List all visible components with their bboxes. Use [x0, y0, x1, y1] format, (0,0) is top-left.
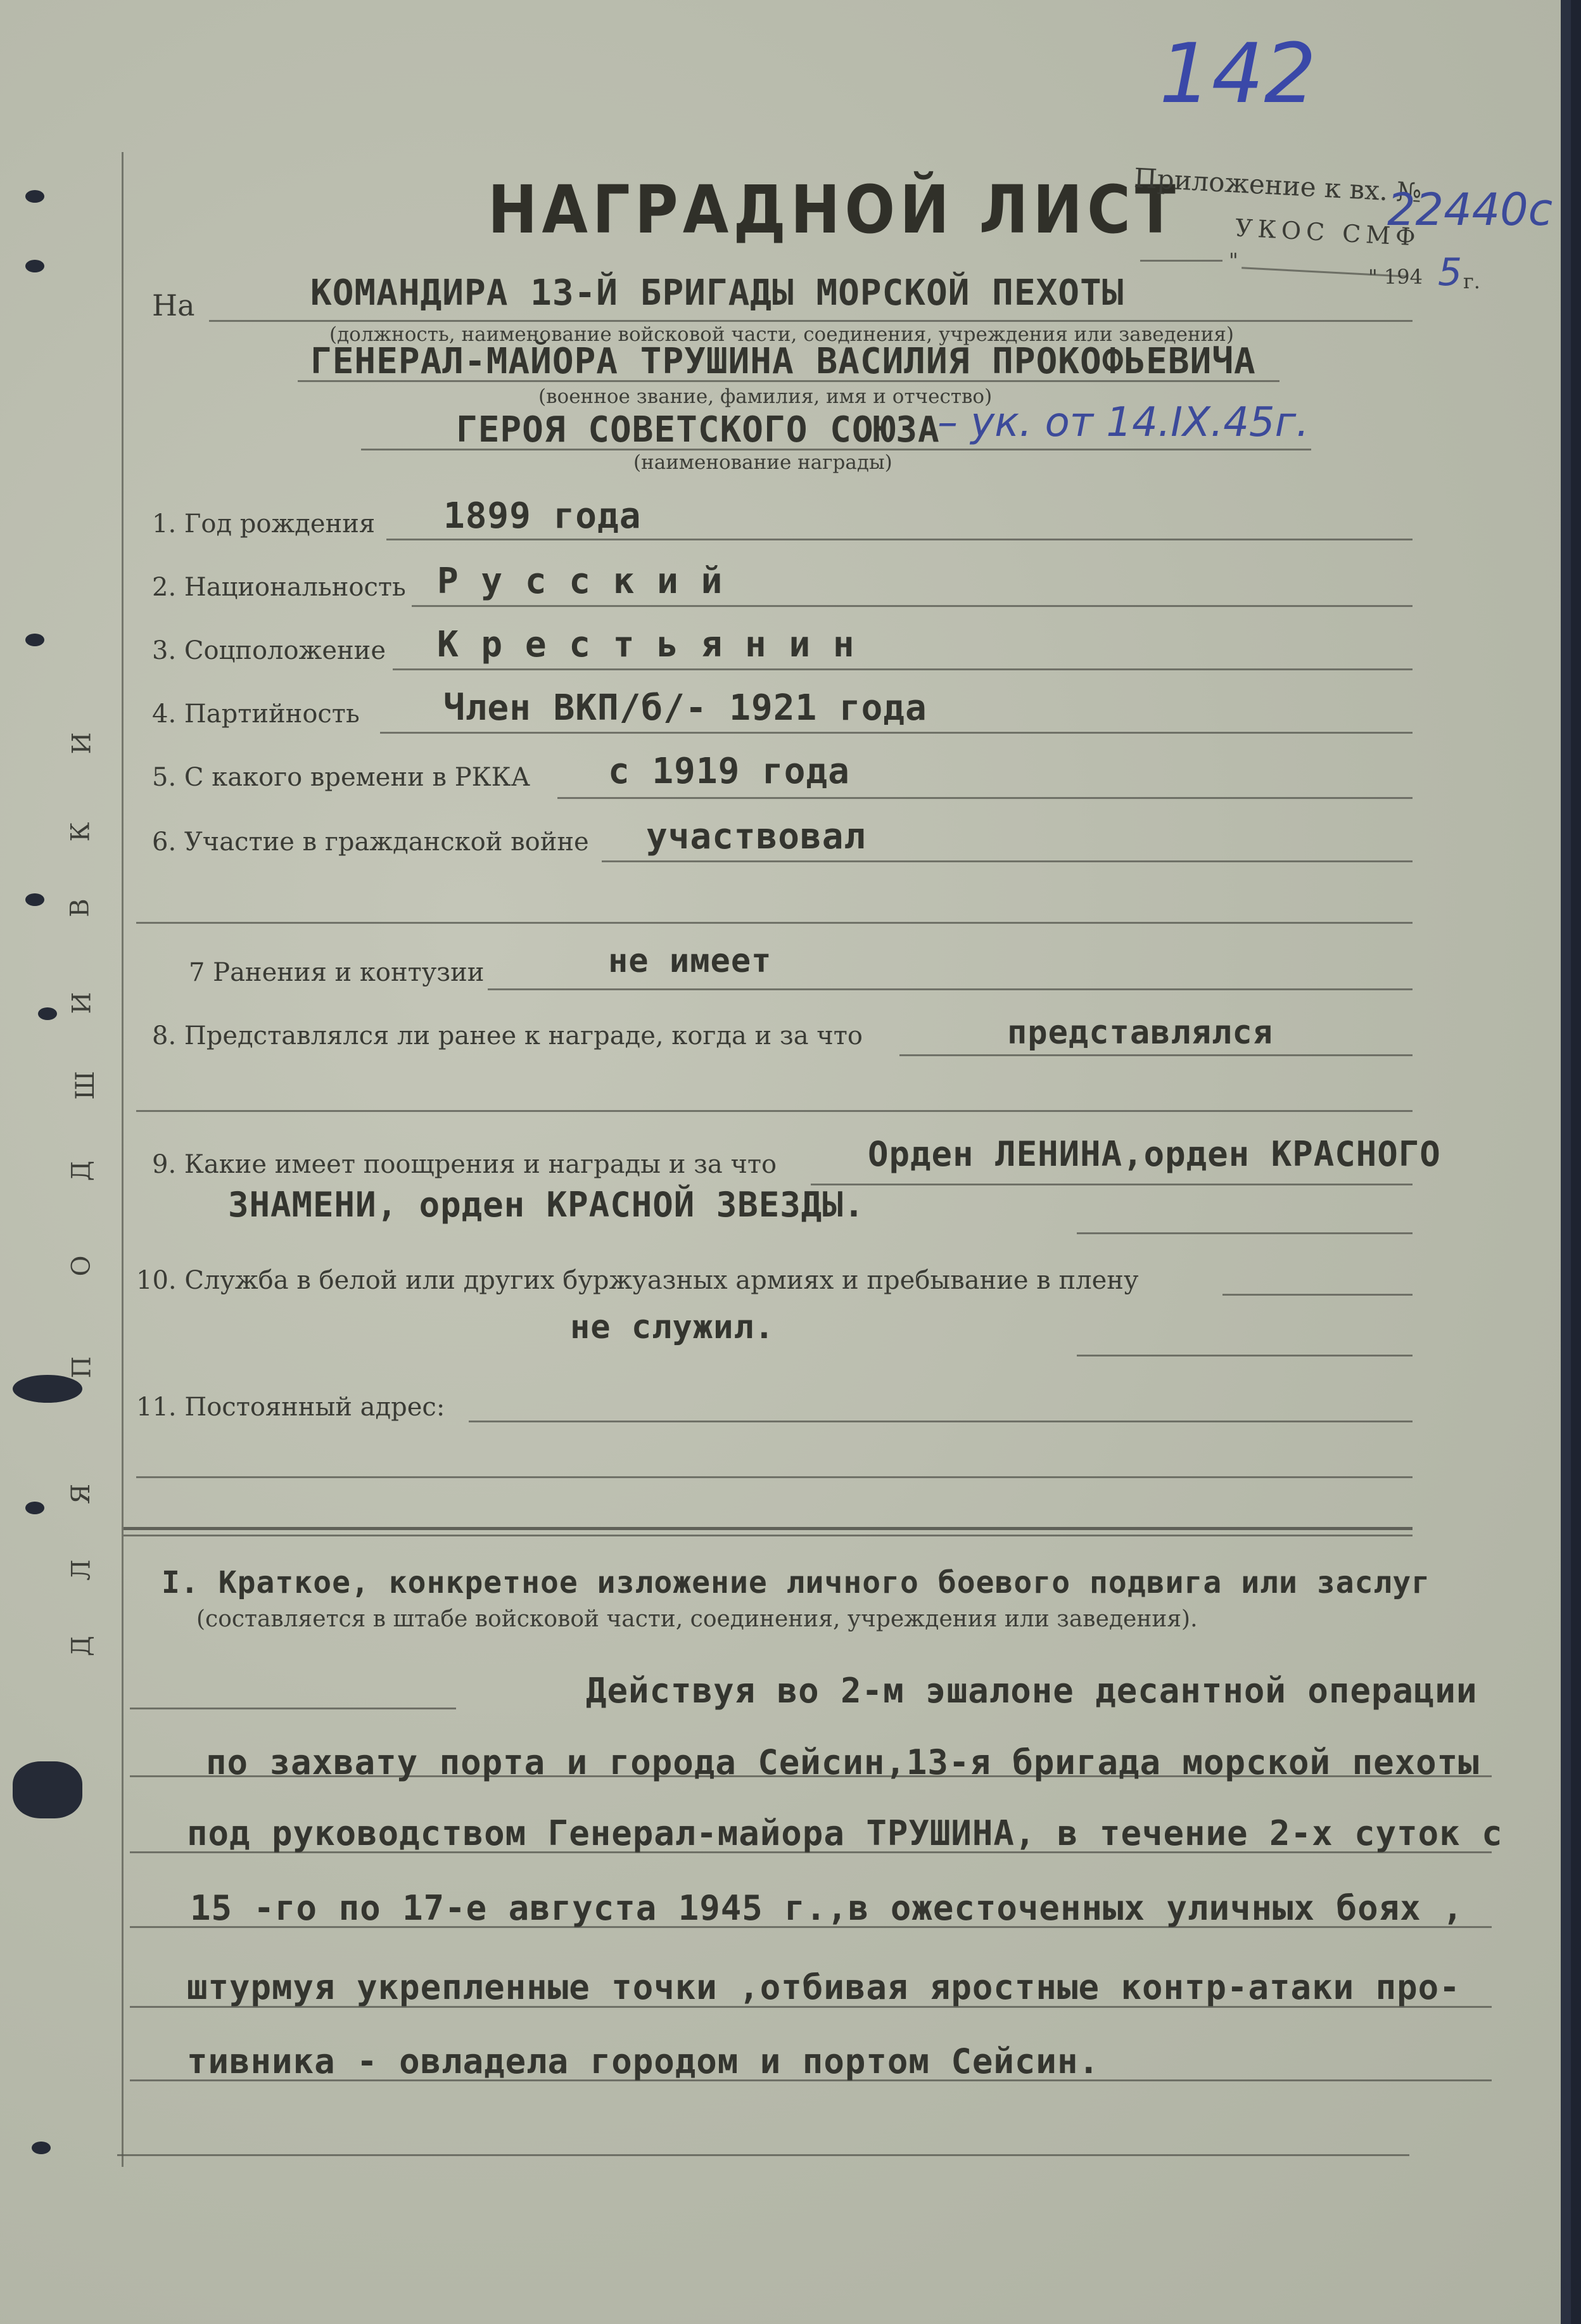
field-label: 3. Соцположение [152, 636, 386, 665]
margin-char: Ш [70, 1071, 100, 1100]
narrative-rule [117, 2154, 1409, 2156]
narrative-line: 15 -го по 17-е августа 1945 г.,в ожесточенных уличных боях , [190, 1888, 1464, 1928]
field-rule [1077, 1355, 1413, 1357]
field-value: представлялся [1007, 1014, 1273, 1052]
field-value: участвовал [646, 816, 867, 857]
field-rule [488, 988, 1413, 990]
field-value: К р е с т ь я н и н [437, 624, 855, 665]
margin-char: П [67, 1356, 97, 1379]
narrative-line: тивника - овладела городом и портом Сейсин. [187, 2041, 1100, 2081]
margin-line [122, 152, 124, 2167]
name-caption: (военное звание, фамилия, имя и отчество) [538, 385, 993, 408]
punch-hole [38, 1007, 57, 1020]
field-label: 9. Какие имеет поощрения и награды и за что [152, 1150, 777, 1179]
field-label: 5. С какого времени в РККА [152, 763, 530, 792]
narrative-line: штурмуя укрепленные точки ,отбивая яростные контр-атаки про- [187, 1967, 1461, 2007]
field-rule [136, 922, 1413, 924]
page-number: 142 [1159, 25, 1317, 122]
field-rule [386, 539, 1413, 540]
document-title: НАГРАДНОЙ ЛИСТ [488, 171, 1181, 248]
field-label: 10. Служба в белой или других буржуазных армиях и пребывание в плену [136, 1266, 1139, 1295]
page-edge [1561, 0, 1571, 2324]
field-rule [412, 605, 1413, 607]
field-label: 2. Национальность [152, 573, 406, 602]
recipient-name: ГЕНЕРАЛ-МАЙОРА ТРУШИНА ВАСИЛИЯ ПРОКОФЬЕВИЧА [310, 341, 1256, 382]
field-label: 4. Партийность [152, 699, 360, 729]
field-rule [899, 1054, 1413, 1056]
narrative-line: под руководством Генерал-майора ТРУШИНА, в течение 2-х суток с [187, 1813, 1503, 1853]
margin-char: К [66, 822, 96, 842]
section-subheading: (составляется в штабе войсковой части, соединения, учреждения или заведения). [196, 1606, 1198, 1632]
field-label: 11. Постоянный адрес: [136, 1393, 445, 1422]
field-rule [380, 732, 1413, 734]
margin-char: Д [67, 1635, 96, 1657]
punch-hole [25, 893, 44, 906]
punch-hole [25, 634, 44, 646]
margin-char: И [67, 992, 97, 1014]
field-value: Р у с с к и й [437, 561, 723, 602]
punch-hole [25, 260, 44, 272]
field-rule [393, 668, 1413, 670]
stamp-rule [1140, 260, 1222, 262]
field-value: 1899 года [443, 495, 642, 537]
field-label: 7 Ранения и контузии [189, 958, 485, 987]
field-rule [1077, 1232, 1413, 1234]
field-rule [1222, 1294, 1413, 1296]
margin-char: Д [67, 1160, 96, 1182]
field-value: Орден ЛЕНИНА,орден КРАСНОГО [868, 1134, 1441, 1174]
field-label: 6. Участие в гражданской войне [152, 827, 589, 857]
na-label: На [152, 288, 195, 322]
position-rule [209, 320, 1413, 322]
punch-hole [25, 190, 44, 203]
position-caption: (должность, наименование войсковой части, соединения, учреждения или заведения) [329, 323, 1234, 346]
narrative-rule [130, 1708, 456, 1709]
recipient-position: КОМАНДИРА 13-Й БРИГАДЫ МОРСКОЙ ПЕХОТЫ [310, 272, 1124, 314]
field-rule [136, 1110, 1413, 1112]
award-hand-note: – ук. от 14.IX.45г. [937, 399, 1309, 446]
section-separator [124, 1535, 1413, 1536]
field-rule [602, 860, 1413, 862]
field-value-continued: ЗНАМЕНИ, орден КРАСНОЙ ЗВЕЗДЫ. [228, 1185, 865, 1225]
section-separator [124, 1527, 1413, 1530]
margin-char: Я [67, 1483, 96, 1505]
field-rule [557, 797, 1413, 799]
margin-char: Л [67, 1559, 96, 1581]
field-rule [469, 1421, 1413, 1422]
margin-char: О [67, 1255, 96, 1277]
field-value: не служил. [570, 1308, 775, 1346]
punch-hole [13, 1375, 82, 1403]
field-rule [136, 1476, 1413, 1478]
stamp-year-end: г. [1463, 269, 1480, 293]
stamp-line2: УКОС СМФ [1235, 214, 1421, 252]
field-label: 8. Представлялся ли ранее к награде, когда и за что [152, 1021, 863, 1050]
stamp-line1: Приложение к вх. № [1133, 162, 1423, 208]
field-value: с 1919 года [608, 751, 850, 792]
margin-char: И [67, 732, 97, 755]
stamp-number: 22440с [1387, 184, 1553, 236]
punch-hole [13, 1761, 82, 1818]
stamp-year-hand: 5 [1438, 250, 1463, 295]
margin-char: В [65, 898, 95, 917]
stamp-date-prefix: " [1229, 248, 1238, 272]
punch-hole [25, 1502, 44, 1514]
award-name: ГЕРОЯ СОВЕТСКОГО СОЮЗА [456, 409, 940, 450]
stamp-date-suffix: " 194 [1368, 265, 1423, 289]
field-value: не имеет [608, 942, 772, 980]
section-heading: I. Краткое, конкретное изложение личного боевого подвига или заслуг [162, 1565, 1431, 1600]
field-value: Член ВКП/б/- 1921 года [443, 687, 927, 729]
punch-hole [32, 2142, 51, 2154]
award-caption: (наименование награды) [633, 451, 892, 474]
field-rule [811, 1184, 1413, 1185]
field-label: 1. Год рождения [152, 509, 376, 539]
narrative-line: по захвату порта и города Сейсин,13-я бригада морской пехоты [206, 1742, 1480, 1782]
narrative-line: Действуя во 2-м эшалоне десантной операции [586, 1671, 1478, 1711]
